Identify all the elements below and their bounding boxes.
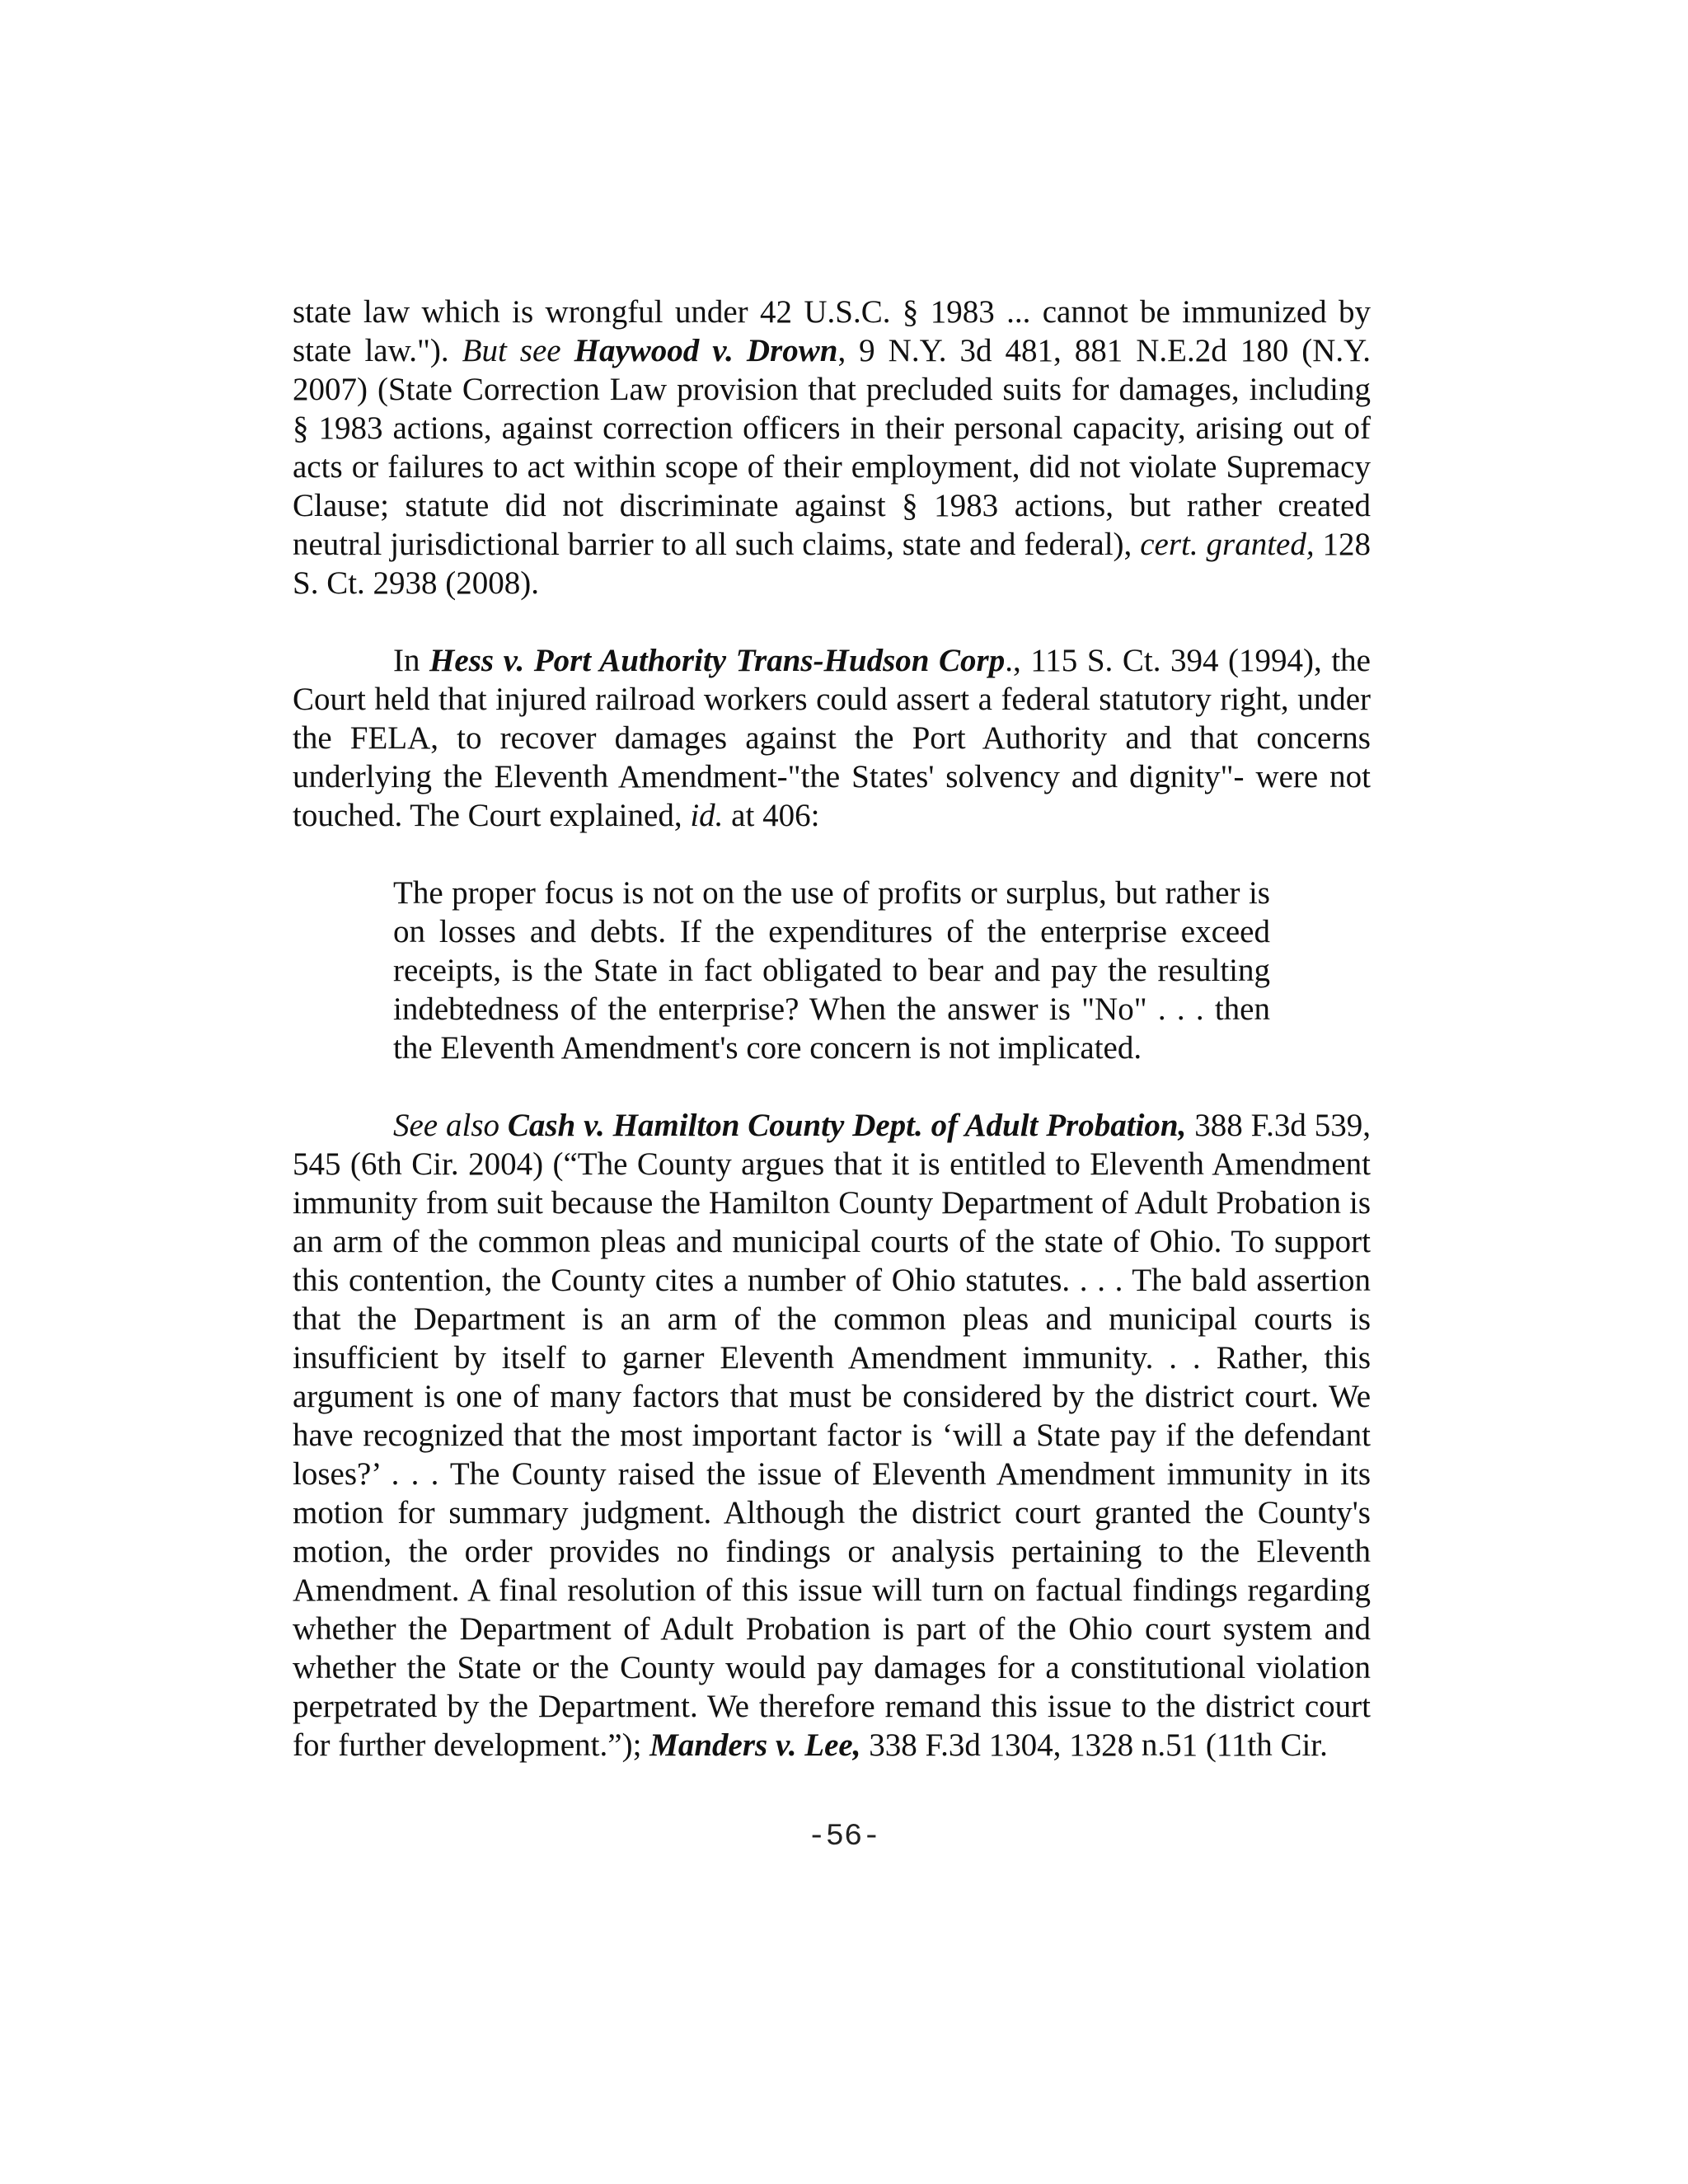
cert-granted: cert. granted, <box>1140 527 1315 562</box>
text-run: , 9 N.Y. 3d 481, 881 N.E.2d 180 (N.Y. 2007) (State Correction Law provision that precluded suits for damages, including § 1983 actions, against correction officers in their personal capacity, arising out of acts or failures to act within scope of their employment, did not violate Supremacy Clause; statute did not discriminate against § 1983 actions, but rather created neutral jurisdictional barrier to all such claims, state and federal), <box>293 333 1371 562</box>
text-run: ., 115 S. Ct. 394 (1994), the Court held that injured railroad workers could assert a federal statutory right, under the FELA, to recover damages against the Port Authority and that concerns underlying the Eleventh Amendment-"the States' solvency and dignity"- were not touched. The Court explained, <box>293 643 1371 833</box>
paragraph-cash <box>293 1106 1371 1765</box>
case-name-manders: Manders v. Lee, <box>649 1727 861 1763</box>
text-run <box>561 333 574 368</box>
text-run: state law which is wrongful under 42 U.S.C. § 1983 ... cannot be immunized by state law."). <box>293 294 1371 368</box>
case-name-haywood: Haywood v. Drown <box>574 333 838 368</box>
id-cite: id. <box>690 798 724 833</box>
case-name-hess: Hess v. Port Authority Trans-Hudson Corp <box>429 643 1006 678</box>
paragraph-haywood <box>293 293 1371 602</box>
paragraph-hess <box>293 641 1371 835</box>
document-body <box>293 293 1371 1765</box>
case-name-cash: Cash v. Hamilton County Dept. of Adult Probation, <box>507 1108 1187 1143</box>
text-run <box>499 1108 508 1143</box>
text-run: 338 F.3d 1304, 1328 n.51 (11th Cir. <box>860 1727 1328 1763</box>
text-run: 128 S. Ct. 2938 (2008). <box>293 527 1372 601</box>
block-quote: The proper focus is not on the use of profits or surplus, but rather is on losses and debts. If the expenditures of the enterprise exceed receipts, is the State in fact obligated to bear and pay the resulting indebtedness of the enterprise? When the answer is "No" . . . then the Eleventh Amendment's core concern is not implicated. <box>393 875 1270 1066</box>
page-number: -56- <box>807 1820 881 1854</box>
signal-see-also: See also <box>393 1108 499 1143</box>
text-run: 388 F.3d 539, 545 (6th Cir. 2004) (“The County argues that it is entitled to Eleventh Amendment immunity from suit because the Hamilton County Department of Adult Probation is an arm of the common pleas and municipal courts of the state of Ohio. To support this contention, the County cites a number of Ohio statutes. . . . The bald assertion that the Department is an arm of the common pleas and municipal courts is insufficient by itself to garner Eleventh Amendment immunity. . . Rather, this argument is one of many factors that must be considered by the district court. We have recognized that the most important factor is ‘will a State pay if the defendant loses?’ . . . The County raised the issue of Eleventh Amendment immunity in its motion for summary judgment. Although the district court granted the County's motion, the order provides no findings or analysis pertaining to the Eleventh Amendment. A final resolution of this issue will turn on factual findings regarding whether the Department of Adult Probation is part of the Ohio court system and whether the State or the County would pay damages for a constitutional violation perpetrated by the Department. We therefore remand this issue to the district court for further development.”); <box>293 1108 1372 1763</box>
signal-but-see: But see <box>462 333 561 368</box>
text-run: In <box>393 643 430 678</box>
text-run: at 406: <box>723 798 820 833</box>
